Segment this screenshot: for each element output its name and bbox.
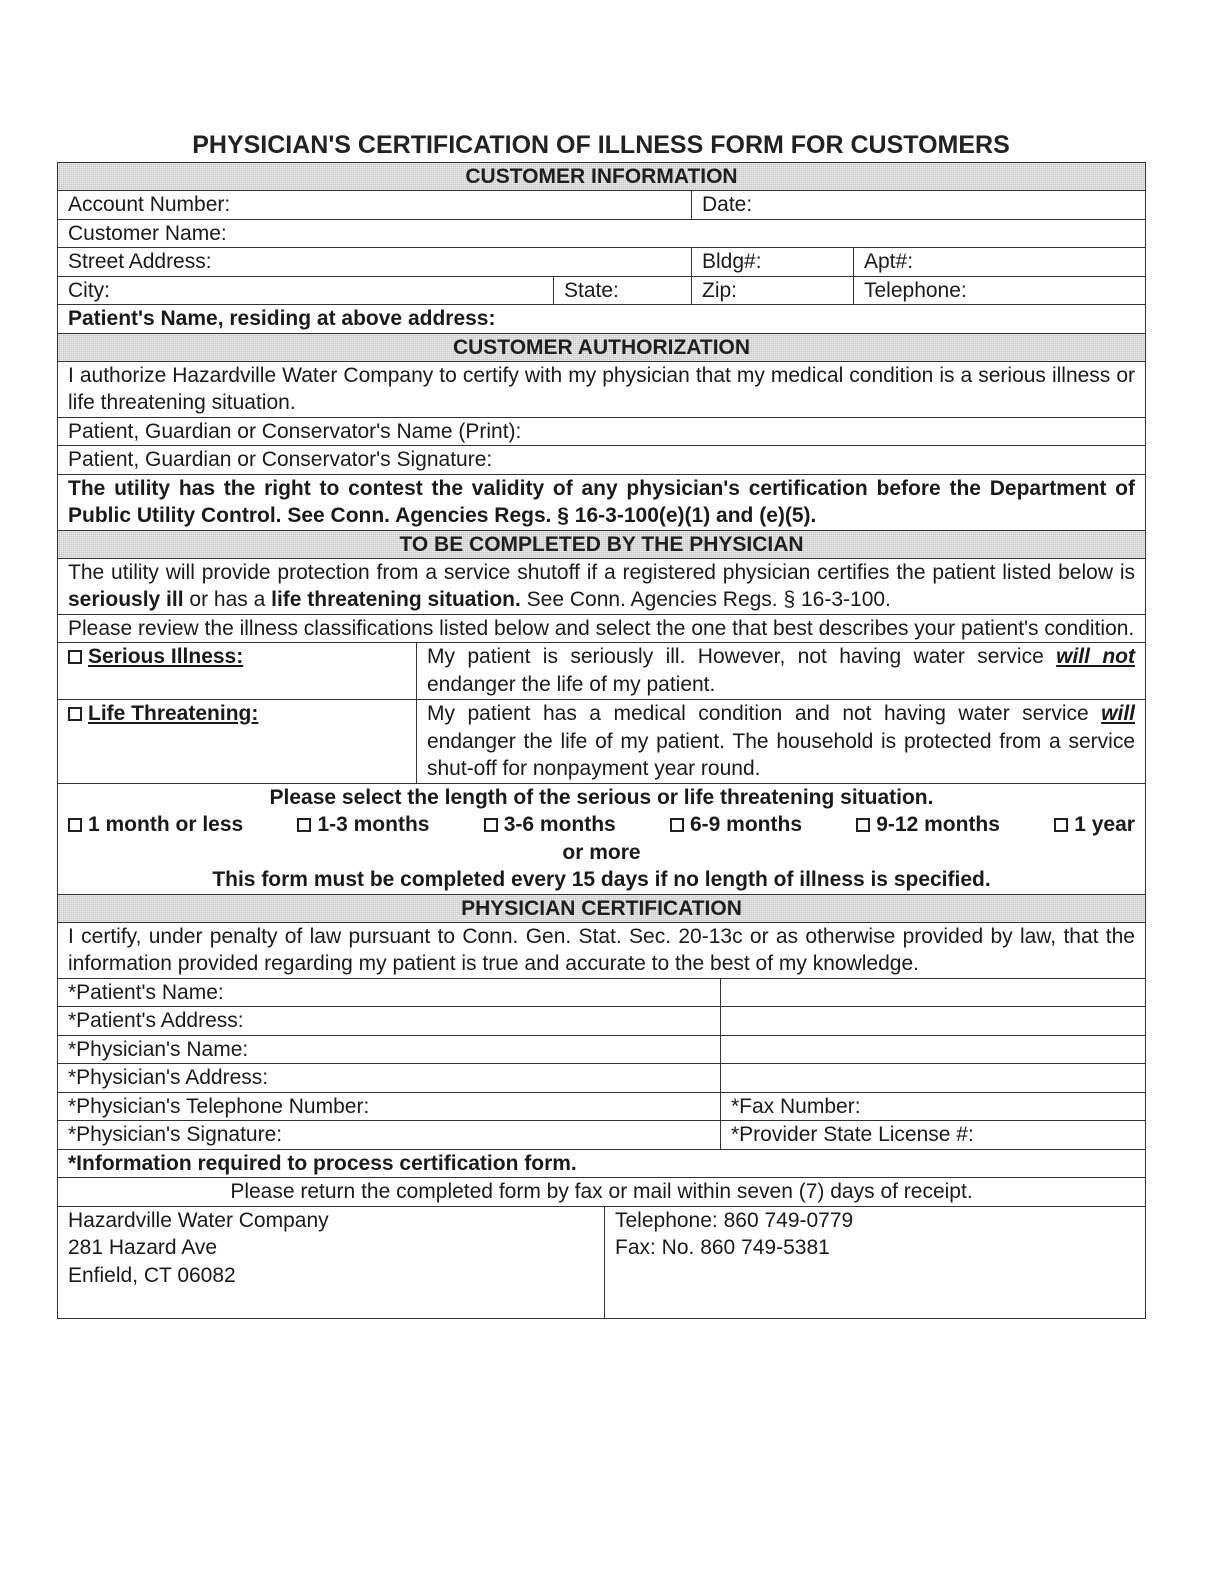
section-header-customer-information: CUSTOMER INFORMATION [58, 163, 1145, 190]
length-option-overflow: or more [562, 840, 641, 864]
patient-name-cert-field[interactable]: *Patient's Name: [68, 980, 224, 1004]
company-contact-block [604, 1207, 1145, 1318]
option-label: 1 month or less [88, 813, 244, 836]
certification-form [57, 162, 1146, 1319]
option-label: 1 year [1074, 813, 1135, 836]
authorization-statement: I authorize Hazardville Water Company to certify with my physician that my medical condition is a serious illness or life threatening situation. [68, 363, 1135, 414]
physician-address-field[interactable]: *Physician's Address: [68, 1066, 269, 1089]
patient-name-cert-value[interactable] [720, 979, 1145, 1007]
city-field[interactable]: City: [68, 278, 110, 302]
option-label: 3-6 months [503, 813, 616, 836]
physician-name-value[interactable] [720, 1036, 1145, 1064]
page-title: PHYSICIAN'S CERTIFICATION OF ILLNESS FORM FOR CUSTOMERS [192, 131, 1010, 159]
option-label: 1-3 months [317, 813, 430, 836]
length-options [68, 811, 1135, 839]
classification-life-threatening[interactable] [58, 700, 416, 783]
physician-address-value[interactable] [720, 1064, 1145, 1092]
provider-license-field[interactable]: *Provider State License #: [720, 1121, 1145, 1149]
desc-text: endanger the life of my patient. [427, 672, 716, 696]
physician-intro [58, 559, 1145, 614]
patient-address-value[interactable] [720, 1007, 1145, 1035]
intro-text: or has a [183, 588, 272, 611]
required-note: *Information required to process certification form. [68, 1151, 577, 1175]
return-instruction: Please return the completed form by fax or mail within seven (7) days of receipt. [230, 1180, 973, 1203]
length-option-6-9-months[interactable] [670, 811, 802, 839]
classification-label: Serious Illness: [88, 645, 244, 668]
company-street: 281 Hazard Ave [68, 1236, 218, 1259]
frequency-notice: This form must be completed every 15 days if no length of illness is specified. [212, 868, 991, 891]
classification-serious-illness[interactable] [58, 643, 416, 699]
section-header-physician: TO BE COMPLETED BY THE PHYSICIAN [58, 531, 1145, 558]
desc-emphasis: will not [1056, 645, 1136, 668]
account-number-field[interactable]: Account Number: [68, 193, 231, 216]
apt-field[interactable]: Apt#: [853, 248, 1145, 276]
length-option-1-year-or-more[interactable] [1054, 811, 1135, 839]
checkbox-icon[interactable] [670, 818, 684, 832]
checkbox-serious-illness[interactable] [68, 650, 82, 664]
certification-statement: I certify, under penalty of law pursuant to Conn. Gen. Stat. Sec. 20-13c or as otherwise provided by law, that the information provided regarding my patient is true and accurate to the best of my knowledge. [68, 924, 1135, 975]
telephone-field[interactable]: Telephone: [853, 277, 1145, 305]
classification-description [416, 643, 1145, 699]
desc-emphasis: will [1101, 702, 1135, 725]
length-option-1-3-months[interactable] [297, 811, 429, 839]
checkbox-icon[interactable] [1054, 818, 1068, 832]
guardian-signature-field[interactable]: Patient, Guardian or Conservator's Signature: [68, 448, 493, 471]
desc-text: endanger the life of my patient. The household is protected from a service shut-off for nonpayment year round. [427, 729, 1135, 780]
length-option-3-6-months[interactable] [484, 811, 616, 839]
section-header-physician-certification: PHYSICIAN CERTIFICATION [58, 895, 1145, 922]
length-option-9-12-months[interactable] [856, 811, 1000, 839]
checkbox-life-threatening[interactable] [68, 707, 82, 721]
contest-notice: The utility has the right to contest the validity of any physician's certification before the Department of Public Utility Control. See Conn. Agencies Regs. § 16-3-100(e)(1) and (e)(5). [68, 476, 1135, 527]
physician-telephone-field[interactable]: *Physician's Telephone Number: [68, 1094, 370, 1118]
company-fax: Fax: No. 860 749-5381 [615, 1236, 830, 1259]
checkbox-icon[interactable] [68, 818, 82, 832]
company-telephone: Telephone: 860 749-0779 [615, 1208, 854, 1232]
patient-address-field[interactable]: *Patient's Address: [68, 1009, 244, 1032]
length-prompt: Please select the length of the serious or life threatening situation. [269, 785, 934, 809]
intro-emphasis-life-threatening: life threatening situation. [271, 588, 521, 611]
length-selection [58, 784, 1145, 894]
company-city-state-zip: Enfield, CT 06082 [68, 1263, 236, 1287]
company-name: Hazardville Water Company [68, 1208, 329, 1232]
option-label: 6-9 months [689, 813, 802, 836]
review-instruction: Please review the illness classifications listed below and select the one that best describes your patient's condition. [68, 616, 1135, 640]
patient-name-field[interactable]: Patient's Name, residing at above address: [68, 307, 496, 330]
desc-text: My patient is seriously ill. However, not having water service [427, 645, 1057, 668]
option-label: 9-12 months [876, 813, 1000, 836]
classification-label: Life Threatening: [88, 702, 259, 725]
desc-text: My patient has a medical condition and not having water service [427, 702, 1102, 725]
zip-field[interactable]: Zip: [691, 277, 853, 305]
guardian-name-field[interactable]: Patient, Guardian or Conservator's Name (Print): [68, 419, 522, 443]
checkbox-icon[interactable] [856, 818, 870, 832]
company-address-block [58, 1207, 604, 1318]
physician-signature-field[interactable]: *Physician's Signature: [68, 1123, 283, 1146]
physician-name-field[interactable]: *Physician's Name: [68, 1037, 249, 1061]
checkbox-icon[interactable] [297, 818, 311, 832]
bldg-field[interactable]: Bldg#: [691, 248, 853, 276]
checkbox-icon[interactable] [484, 818, 498, 832]
length-option-1-month[interactable] [68, 811, 243, 839]
date-field[interactable]: Date: [691, 191, 1145, 219]
fax-number-field[interactable]: *Fax Number: [720, 1093, 1145, 1121]
intro-emphasis-seriously-ill: seriously ill [68, 588, 184, 611]
street-address-field[interactable]: Street Address: [68, 250, 212, 273]
state-field[interactable]: State: [553, 277, 691, 305]
classification-description [416, 700, 1145, 783]
intro-text: The utility will provide protection from a service shutoff if a registered physician certifies the patient listed below is [68, 560, 1135, 584]
intro-text: See Conn. Agencies Regs. § 16-3-100. [520, 588, 891, 611]
customer-name-field[interactable]: Customer Name: [68, 221, 227, 245]
section-header-customer-authorization: CUSTOMER AUTHORIZATION [58, 334, 1145, 361]
